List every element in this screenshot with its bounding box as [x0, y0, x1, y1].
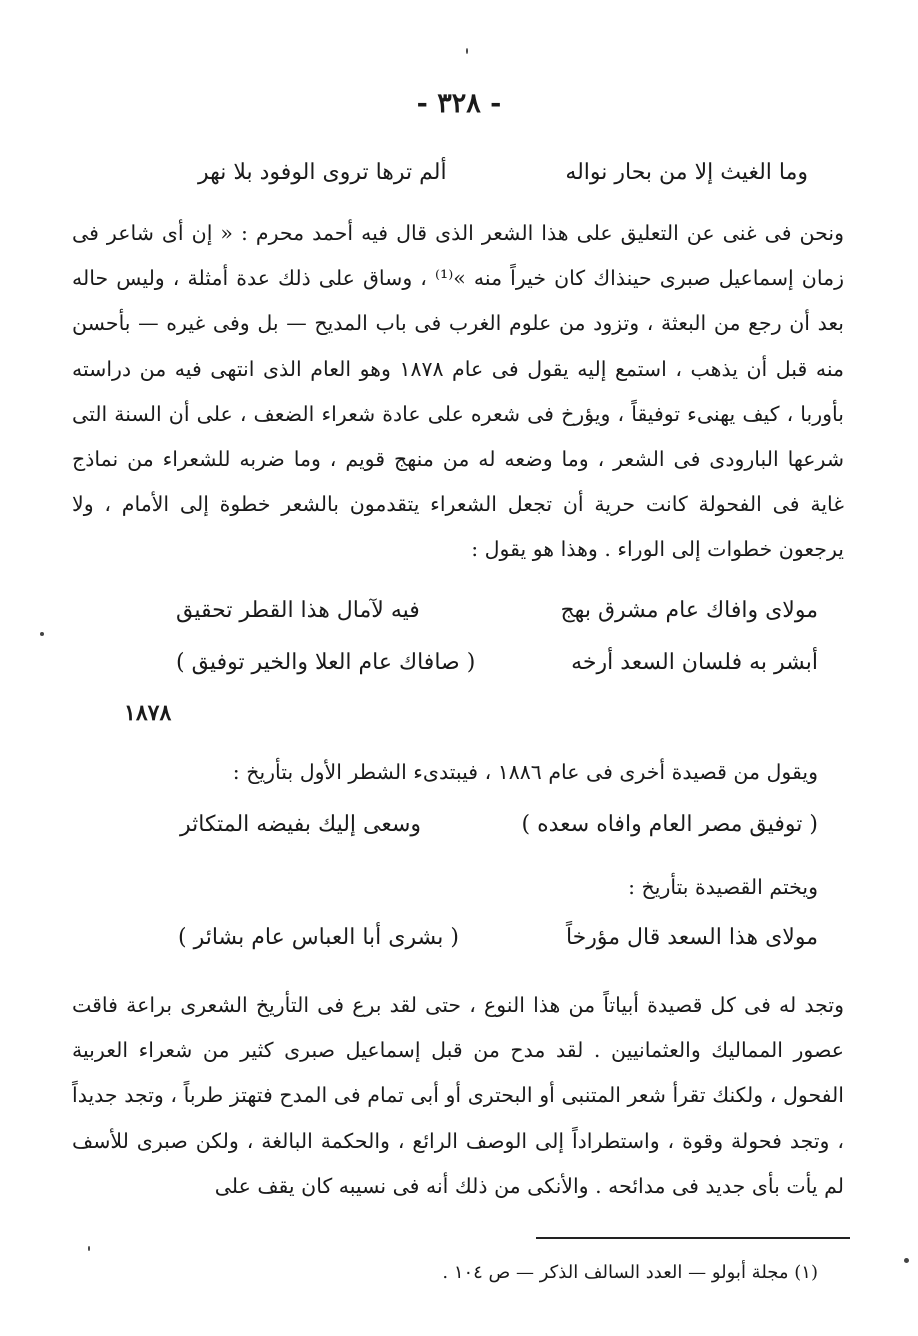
scan-speck — [904, 1258, 909, 1263]
verse-4 — [180, 812, 818, 837]
verse-2-first-hemistich: مولاى وافاك عام مشرق بهج — [560, 598, 818, 623]
intro-second-poem: ويقول من قصيدة أخرى فى عام ١٨٨٦ ، فيبتدىء الشطر الأول بتأريخ : — [232, 760, 818, 784]
verse-5-second-hemistich: ( بشرى أبا العباس عام بشائر ) — [178, 925, 459, 950]
paragraph-2: وتجد له فى كل قصيدة أبياتاً من هذا النوع ، حتى لقد برع فى التأريخ الشعرى براعة فاقت عصور المماليك والعثمانيين . لقد مدح من قبل إسماعيل صبرى كثير من شعراء العربية الفحول ، ولكنك تقرأ شعر المتنبى أو البحترى أو أبى تمام فى المدح فتهتز طرباً ، وتجد جديداً ، وتجد فحولة وقوة ، واستطراداً إلى الوصف الرائع ، والحكمة البالغة ، ولكن صبرى للأسف لم يأت بأى جديد فى مدائحه . والأنكى من ذلك أنه فى نسيبه كان يقف على — [72, 993, 844, 1198]
verse-3-second-hemistich: ( صافاك عام العلا والخير توفيق ) — [176, 650, 476, 675]
verse-4-first-hemistich: ( توفيق مصر العام وافاه سعده ) — [521, 812, 818, 837]
verse-1-first-hemistich: وما الغيث إلا من بحار نواله — [565, 160, 808, 185]
verse-3 — [176, 650, 818, 675]
verse-1 — [198, 160, 808, 185]
scan-speck — [466, 48, 468, 54]
verse-2 — [176, 598, 818, 623]
year-marker: ١٨٧٨ — [124, 700, 172, 726]
paragraph-1: ونحن فى غنى عن التعليق على هذا الشعر الذى قال فيه أحمد محرم : « إن أى شاعر فى زمان إسماعيل صبرى حينذاك كان خيراً منه »⁽¹⁾ ، وساق على ذلك عدة أمثلة ، وليس حاله بعد أن رجع من البعثة ، وتزود من علوم الغرب فى باب المديح — بل وفى غيره — بأحسن منه قبل أن يذهب ، استمع إليه يقول فى عام ١٨٧٨ وهو العام الذى انتهى فيه من دراسته بأوربا ، كيف يهنىء توفيقاً ، ويؤرخ فى شعره على عادة شعراء الضعف ، على أن السنة التى شرعها البارودى فى الشعر ، وما وضعه له من منهج قويم ، وما ضربه للشعراء من نماذج غاية فى الفحولة كانت حرية أن تجعل الشعراء يتقدمون بالشعر خطوة إلى الأمام ، ولا يرجعون خطوات إلى الوراء . وهذا هو يقول : — [72, 221, 844, 562]
verse-5 — [178, 925, 818, 950]
scan-speck — [40, 632, 44, 636]
verse-3-first-hemistich: أبشر به فلسان السعد أرخه — [571, 650, 818, 675]
verse-2-second-hemistich: فيه لآمال هذا القطر تحقيق — [176, 598, 420, 623]
page-number: - ٣٢٨ - — [416, 88, 502, 119]
verse-4-second-hemistich: وسعى إليك بفيضه المتكاثر — [180, 812, 422, 837]
scan-speck — [88, 1246, 90, 1251]
intro-closing-verse: ويختم القصيدة بتأريخ : — [628, 875, 818, 899]
verse-1-second-hemistich: ألم ترها تروى الوفود بلا نهر — [198, 160, 447, 185]
footnote-divider — [536, 1237, 850, 1239]
footnote: (١) مجلة أبولو — العدد السالف الذكر — ص ١٠٤ . — [442, 1262, 818, 1283]
verse-5-first-hemistich: مولاى هذا السعد قال مؤرخاً — [565, 925, 818, 950]
